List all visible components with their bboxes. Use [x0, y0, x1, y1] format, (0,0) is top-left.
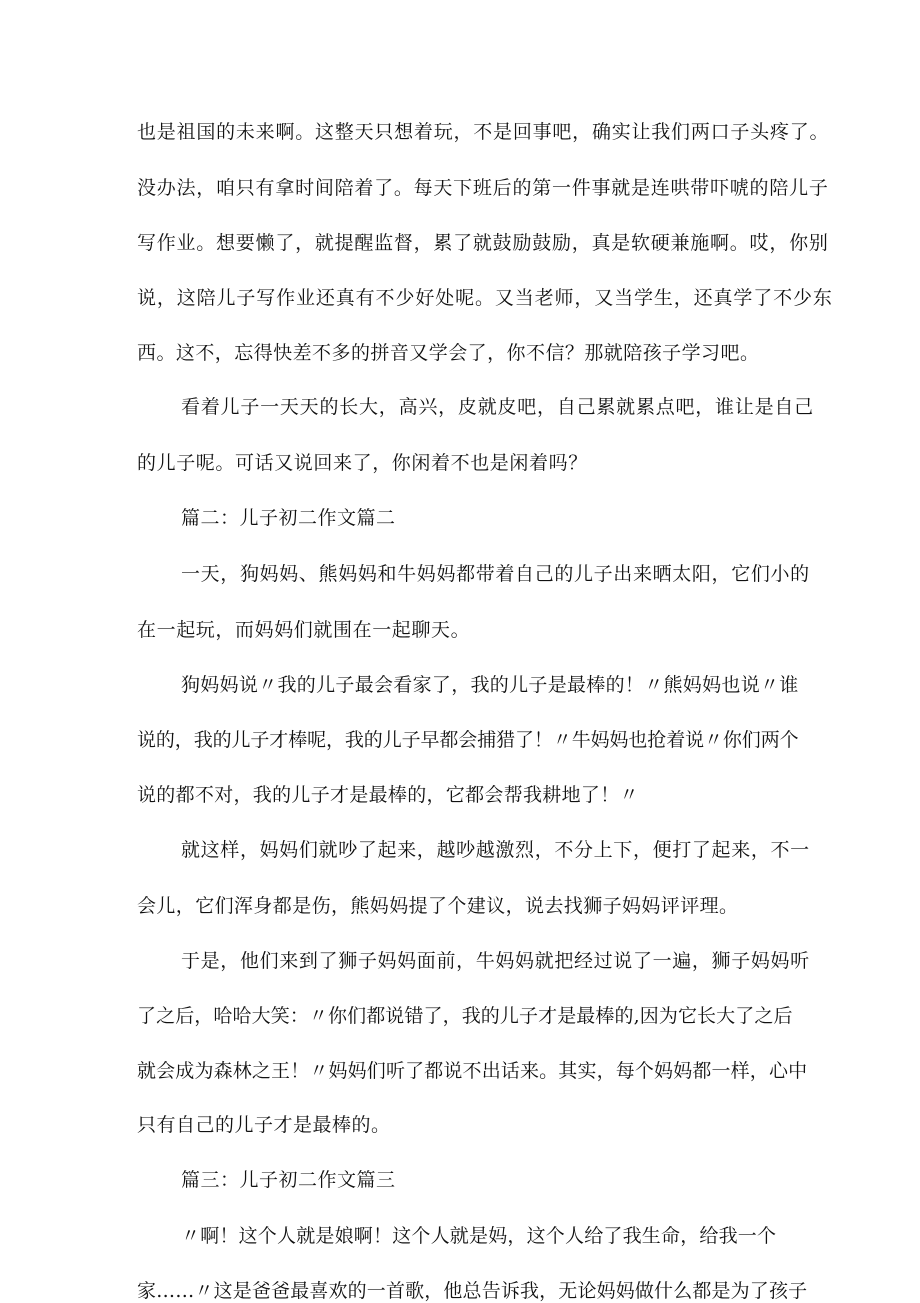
- text-line: 就这样，妈妈们就吵了起来，越吵越激烈，不分上下，便打了起来，不一: [181, 839, 810, 861]
- text-line: 于是，他们来到了狮子妈妈面前，牛妈妈就把经过说了一遍，狮子妈妈听: [181, 950, 810, 972]
- text-line: 说的，我的儿子才棒呢，我的儿子早都会捕猎了！〃牛妈妈也抢着说〃你们两个: [137, 729, 799, 751]
- text-line: 只有自己的儿子才是最棒的。: [137, 1114, 391, 1136]
- text-line: 家……〃这是爸爸最喜欢的一首歌，他总告诉我，无论妈妈做什么都是为了孩子: [137, 1280, 808, 1302]
- text-line: 也是祖国的未来啊。这整天只想着玩，不是回事吧，确实让我们两口子头疼了。: [137, 121, 830, 143]
- text-line: 的儿子呢。可话又说回来了，你闲着不也是闲着吗？: [137, 452, 588, 474]
- text-line: 没办法，咱只有拿时间陪着了。每天下班后的第一件事就是连哄带吓唬的陪儿子: [137, 177, 829, 199]
- text-line: 西。这不，忘得快差不多的拼音又学会了，你不信？那就陪孩子学习吧。: [137, 342, 760, 364]
- text-line: 一天，狗妈妈、熊妈妈和牛妈妈都带着自己的儿子出来晒太阳，它们小的: [181, 563, 810, 585]
- text-line: 了之后，哈哈大笑：〃你们都说错了，我的儿子才是最棒的,因为它长大了之后: [137, 1005, 793, 1027]
- text-line: 在一起玩，而妈妈们就围在一起聊天。: [137, 619, 471, 641]
- text-line: 会儿，它们浑身都是伤，熊妈妈提了个建议，说去找狮子妈妈评评理。: [137, 895, 739, 917]
- section-heading: 篇二：儿子初二作文篇二: [181, 507, 396, 529]
- text-line: 就会成为森林之王！〃妈妈们听了都说不出话来。其实，每个妈妈都一样，心中: [137, 1060, 808, 1082]
- text-line: 说，这陪儿子写作业还真有不少好处呢。又当老师，又当学生，还真学了不少东: [137, 287, 833, 309]
- text-line: 写作业。想要懒了，就提醒监督，累了就鼓励鼓励，真是软硬兼施啊。哎，你别: [137, 232, 829, 254]
- text-line: 看着儿子一天天的长大，高兴，皮就皮吧，自己累就累点吧，谁让是自己: [181, 396, 814, 418]
- text-line: 狗妈妈说〃我的儿子最会看家了，我的儿子是最棒的！〃熊妈妈也说〃谁: [181, 674, 799, 696]
- text-line: 〃啊！这个人就是娘啊！这个人就是妈，这个人给了我生命，给我一个: [181, 1225, 777, 1247]
- section-heading: 篇三：儿子初二作文篇三: [181, 1169, 396, 1191]
- text-line: 说的都不对，我的儿子才是最棒的，它都会帮我耕地了！〃: [137, 784, 639, 806]
